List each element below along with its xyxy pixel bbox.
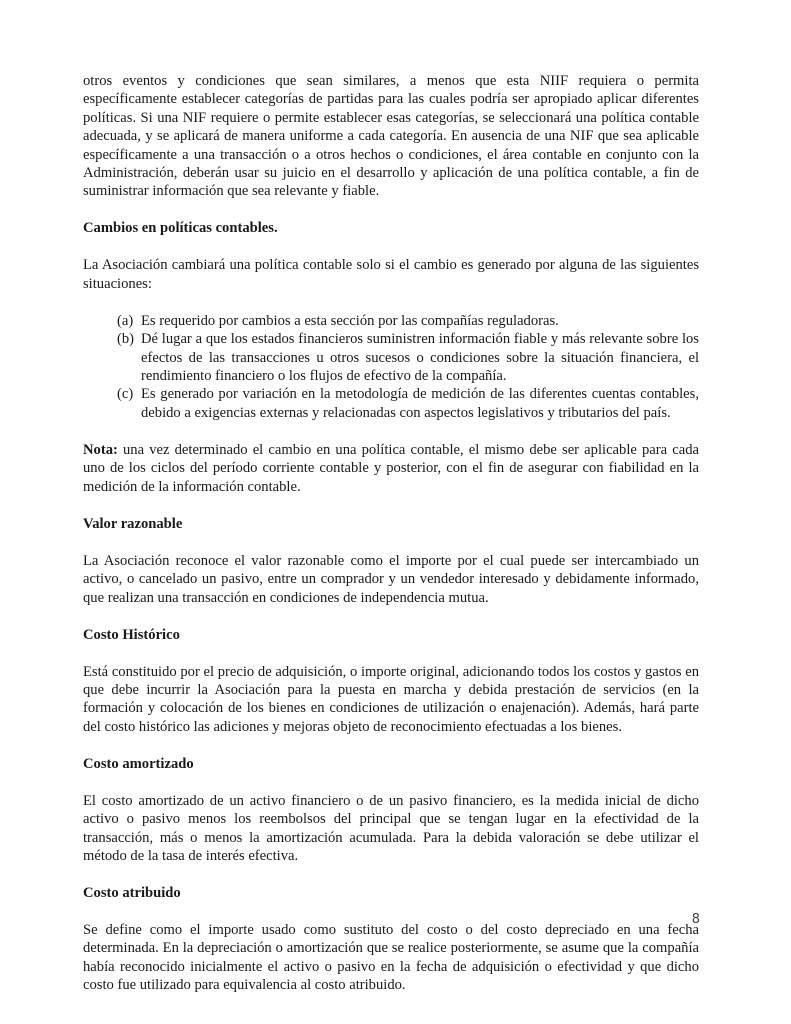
list-item-text: Dé lugar a que los estados financieros suministren información fiable y más relevante sobre los efectos de las transacciones u otros sucesos o condiciones sobre la situación financiera, el rendimiento financiero o los flujos de efectivo de la compañía. [141,331,699,385]
heading-valor-razonable: Valor razonable [83,515,183,532]
costo-atribuido-paragraph: Se define como el importe usado como sustituto del costo o del costo depreciado en una fecha determinada. En la depreciación o amortización que se realice posteriormente, se asume que la compañía había reconocido inicialmente el activo o pasivo en la fecha de adquisición o efectividad y que dicho costo fue utilizado para equivalencia al costo atribuido. [83,921,699,994]
cambios-paragraph: La Asociación cambiará una política contable solo si el cambio es generado por alguna de las siguientes situaciones: [83,257,699,292]
costo-historico-paragraph: Está constituido por el precio de adquisición, o importe original, adicionando todos los costos y gastos en que debe incurrir la Asociación para la puesta en marcha y debida prestación de servicios (en la formación y colocación de los bienes en condiciones de utilización o enajenación). Además, hará parte del costo histórico las adiciones y mejoras objeto de reconocimiento efectuadas a los bienes. [83,663,699,735]
heading-costo-atribuido: Costo atribuido [83,884,181,901]
note-text: una vez determinado el cambio en una política contable, el mismo debe ser aplicable para cada uno de los ciclos del período corriente contable y posterior, con el fin de asegurar con fiabilidad en la medición de la información contable. [83,441,699,495]
heading-cambios-politicas: Cambios en políticas contables. [83,220,278,237]
note-paragraph [83,441,699,496]
document-page [83,72,699,995]
list-item [83,312,699,330]
list-item [83,385,699,422]
heading-costo-historico: Costo Histórico [83,626,180,643]
cambios-list [83,312,699,422]
heading-costo-amortizado: Costo amortizado [83,755,194,772]
list-marker: (b) [117,331,135,348]
list-item [83,330,699,385]
list-marker: (c) [117,386,134,403]
valor-razonable-paragraph: La Asociación reconoce el valor razonable como el importe por el cual puede ser intercambiado un activo, o cancelado un pasivo, entre un comprador y un vendedor interesado y debidamente informado, que realizan una transacción en condiciones de independencia mutua. [83,552,699,606]
list-marker: (a) [117,312,134,329]
intro-paragraph: otros eventos y condiciones que sean similares, a menos que esta NIIF requiera o permita específicamente establecer categorías de partidas para las cuales podría ser apropiado aplicar diferentes políticas. Si una NIF requiere o permite establecer esas categorías, se seleccionará una política contable adecuada, y se aplicará de manera uniforme a cada categoría. En ausencia de una NIF que sea aplicable específicamente a una transacción o a otros hechos o condiciones, el área contable en conjunto con la Administración, deberán usar su juicio en el desarrollo y aplicación de una política contable, a fin de suministrar información que sea relevante y fiable. [83,73,699,200]
costo-amortizado-paragraph: El costo amortizado de un activo financiero o de un pasivo financiero, es la medida inicial de dicho activo o pasivo menos los reembolsos del principal que se tengan lugar en la efectividad de la transacción, más o menos la amortización acumulada. Para la debida valoración se debe utilizar el método de la tasa de interés efectiva. [83,792,699,864]
list-item-text: Es generado por variación en la metodología de medición de las diferentes cuentas contables, debido a exigencias externas y relacionadas con aspectos legislativos y tributarios del país. [141,386,699,421]
page-number: 8 [691,912,700,927]
note-label: Nota: [83,441,118,458]
list-item-text: Es requerido por cambios a esta sección por las compañías reguladoras. [141,312,559,329]
